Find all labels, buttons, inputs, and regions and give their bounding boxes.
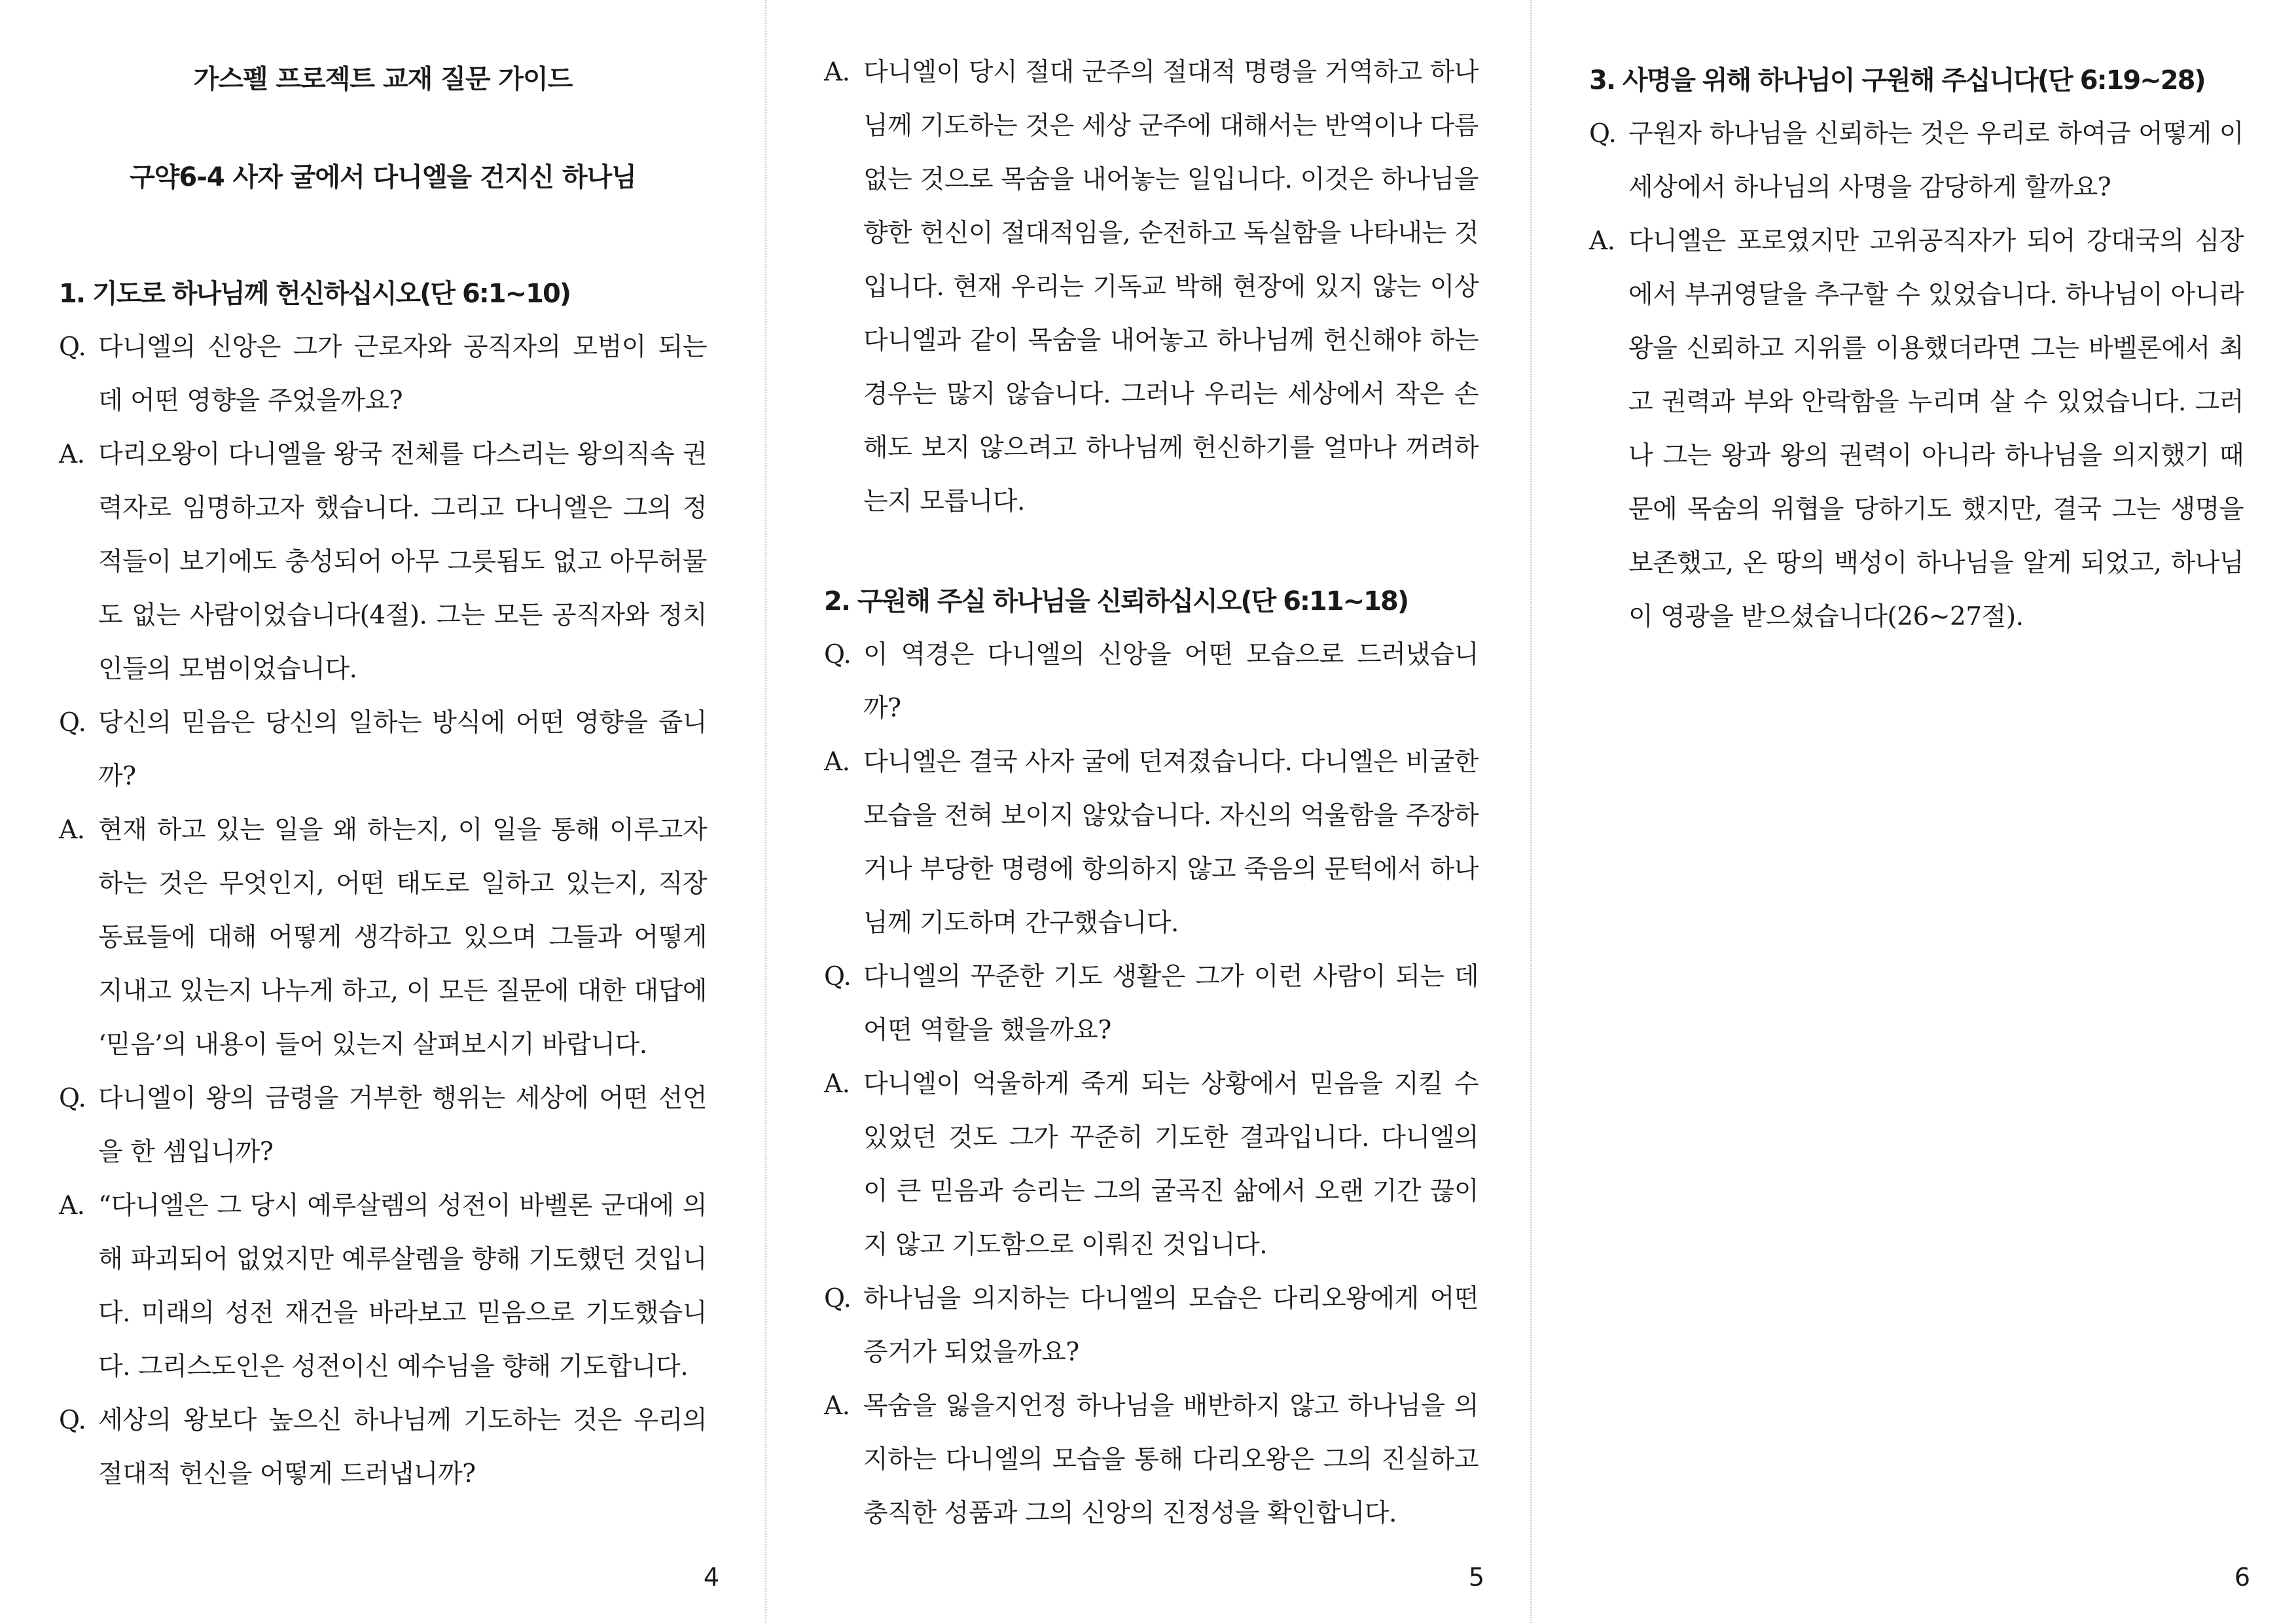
item-marker: Q. <box>1589 119 1617 149</box>
item-marker: Q. <box>59 708 86 738</box>
lesson-title: 구약6-4 사자 굴에서 다니엘을 건지신 하나님 <box>130 162 636 192</box>
page-5-content <box>824 46 1479 1541</box>
item-text: 다니엘의 신앙은 그가 근로자와 공직자의 모범이 되는 데 어떤 영향을 주었을까요? <box>98 332 707 416</box>
item-marker: A. <box>824 1391 850 1421</box>
item-marker: A. <box>824 58 850 87</box>
item-text: 다니엘이 억울하게 죽게 되는 상황에서 믿음을 지킬 수 있었던 것도 그가 꾸준히 기도한 결과입니다. 다니엘의 이 큰 믿음과 승리는 그의 굴곡진 삶에서 오랜 기간 끊이지 않고 기도함으로 이뤄진 것입니다. <box>863 1069 1479 1260</box>
answer-item <box>59 804 707 1072</box>
item-marker: A. <box>59 440 85 469</box>
section-heading-3: 3. 사명을 위해 하나님이 구원해 주십니다(단 6:19~28) <box>1589 65 2205 96</box>
item-text: 이 역경은 다니엘의 신앙을 어떤 모습으로 드러냈습니까? <box>863 640 1479 723</box>
section-heading-1: 1. 기도로 하나님께 헌신하십시오(단 6:1~10) <box>59 279 571 309</box>
item-marker: A. <box>1589 226 1615 256</box>
question-item <box>824 628 1479 736</box>
page-number: 6 <box>2234 1563 2250 1592</box>
question-item <box>824 1272 1479 1380</box>
page-6 <box>1530 0 2296 1623</box>
item-text: 다니엘은 결국 사자 굴에 던져졌습니다. 다니엘은 비굴한 모습을 전혀 보이지 않았습니다. 자신의 억울함을 주장하거나 부당한 명령에 항의하지 않고 죽음의 문턱에서 하나님께 기도하며 간구했습니다. <box>863 747 1479 938</box>
item-marker: Q. <box>59 1406 86 1435</box>
question-item <box>59 696 707 804</box>
item-text: 세상의 왕보다 높으신 하나님께 기도하는 것은 우리의 절대적 헌신을 어떻게 드러냅니까? <box>98 1406 707 1489</box>
item-text: 다니엘은 포로였지만 고위공직자가 되어 강대국의 심장에서 부귀영달을 추구할 수 있었습니다. 하나님이 아니라 왕을 신뢰하고 지위를 이용했더라면 그는 바벨론에서 최고 권력과 부와 안락함을 누리며 살 수 있었습니다. 그러나 그는 왕과 왕의 권력이 아니라 하나님을 의지했기 때문에 목숨의 위협을 당하기도 했지만, 결국 그는 생명을 보존했고, 온 땅의 백성이 하나님을 알게 되었고, 하나님이 영광을 받으셨습니다(26~27절). <box>1628 226 2244 632</box>
item-marker: Q. <box>824 962 852 991</box>
item-marker: A. <box>59 815 85 845</box>
answer-item <box>824 736 1479 950</box>
page-6-content <box>1589 46 2244 644</box>
question-item <box>59 1072 707 1179</box>
page-number: 5 <box>1468 1563 1484 1592</box>
page-4-content <box>59 46 707 1501</box>
question-item <box>824 950 1479 1058</box>
page-4 <box>0 0 765 1623</box>
item-text: 다니엘의 꾸준한 기도 생활은 그가 이런 사람이 되는 데 어떤 역할을 했을까요? <box>863 962 1479 1045</box>
item-text: “다니엘은 그 당시 예루살렘의 성전이 바벨론 군대에 의해 파괴되어 없었지만 예루살렘을 향해 기도했던 것입니다. 미래의 성전 재건을 바라보고 믿음으로 기도했습니다. 그리스도인은 성전이신 예수님을 향해 기도합니다. <box>98 1191 707 1382</box>
item-marker: A. <box>59 1191 85 1221</box>
item-text: 하나님을 의지하는 다니엘의 모습은 다리오왕에게 어떤 증거가 되었을까요? <box>863 1284 1479 1367</box>
page-number: 4 <box>703 1563 719 1592</box>
answer-item <box>59 1179 707 1394</box>
item-text: 구원자 하나님을 신뢰하는 것은 우리로 하여금 어떻게 이 세상에서 하나님의 사명을 감당하게 할까요? <box>1628 119 2244 202</box>
item-marker: Q. <box>59 332 86 362</box>
answer-item <box>824 1380 1479 1541</box>
question-item <box>1589 107 2244 215</box>
item-text: 다니엘이 왕의 금령을 거부한 행위는 세상에 어떤 선언을 한 셈입니까? <box>98 1084 707 1167</box>
section-heading-2: 2. 구원해 주실 하나님을 신뢰하십시오(단 6:11~18) <box>824 586 1408 616</box>
item-text: 다니엘이 당시 절대 군주의 절대적 명령을 거역하고 하나님께 기도하는 것은 세상 군주에 대해서는 반역이나 다름없는 것으로 목숨을 내어놓는 일입니다. 이것은 하나님을 향한 헌신이 절대적임을, 순전하고 독실함을 나타내는 것입니다. 현재 우리는 기독교 박해 현장에 있지 않는 이상 다니엘과 같이 목숨을 내어놓고 하나님께 헌신해야 하는 경우는 많지 않습니다. 그러나 우리는 세상에서 작은 손해도 보지 않으려고 하나님께 헌신하기를 얼마나 꺼려하는지 모릅니다. <box>863 58 1479 516</box>
document-title: 가스펠 프로젝트 교재 질문 가이드 <box>193 64 573 94</box>
answer-item <box>824 46 1479 529</box>
question-item <box>59 1394 707 1501</box>
item-text: 당신의 믿음은 당신의 일하는 방식에 어떤 영향을 줍니까? <box>98 708 707 791</box>
question-item <box>59 321 707 428</box>
item-marker: A. <box>824 747 850 777</box>
page-5 <box>765 0 1530 1623</box>
item-text: 다리오왕이 다니엘을 왕국 전체를 다스리는 왕의직속 권력자로 임명하고자 했습니다. 그리고 다니엘은 그의 정적들이 보기에도 충성되어 아무 그릇됨도 없고 아무허물도 없는 사람이었습니다(4절). 그는 모든 공직자와 정치인들의 모범이었습니다. <box>98 440 707 684</box>
item-text: 목숨을 잃을지언정 하나님을 배반하지 않고 하나님을 의지하는 다니엘의 모습을 통해 다리오왕은 그의 진실하고 충직한 성품과 그의 신앙의 진정성을 확인합니다. <box>863 1391 1479 1528</box>
answer-item <box>1589 215 2244 644</box>
item-marker: A. <box>824 1069 850 1099</box>
item-text: 현재 하고 있는 일을 왜 하는지, 이 일을 통해 이루고자 하는 것은 무엇인지, 어떤 태도로 일하고 있는지, 직장 동료들에 대해 어떻게 생각하고 있으며 그들과 어떻게 지내고 있는지 나누게 하고, 이 모든 질문에 대한 대답에 ‘믿음’의 내용이 들어 있는지 살펴보시기 바랍니다. <box>98 815 707 1060</box>
answer-item <box>824 1058 1479 1272</box>
item-marker: Q. <box>824 1284 852 1313</box>
answer-item <box>59 428 707 696</box>
item-marker: Q. <box>824 640 852 669</box>
item-marker: Q. <box>59 1084 86 1113</box>
